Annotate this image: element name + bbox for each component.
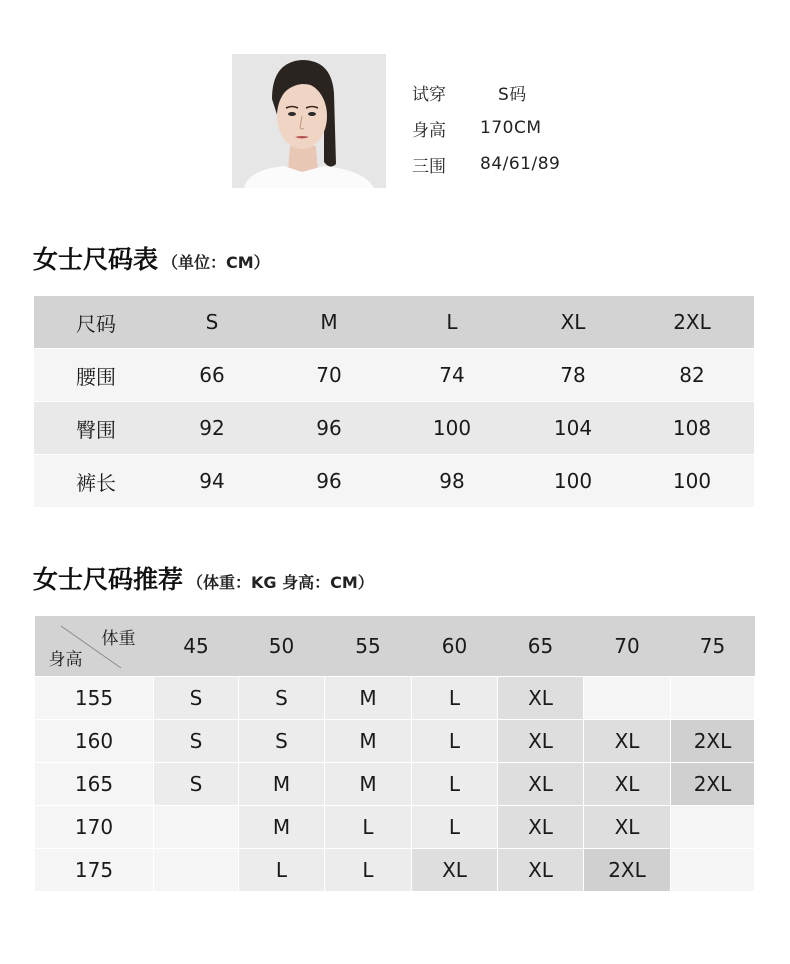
size-cell: S — [154, 720, 239, 763]
size-cell: S — [154, 763, 239, 806]
size-cell: M — [325, 763, 412, 806]
size-cell — [154, 806, 239, 849]
model-row-measurements — [412, 146, 560, 182]
table-cell: 70 — [270, 349, 388, 402]
info-value: 170CM — [480, 118, 542, 138]
size-cell: 2XL — [584, 849, 671, 892]
table-cell: 78 — [516, 349, 630, 402]
size-cell: XL — [584, 763, 671, 806]
size-cell — [671, 677, 755, 720]
table-cell: 100 — [388, 402, 516, 455]
recommend-title-text: 女士尺码推荐 — [33, 565, 184, 594]
model-row-size — [412, 74, 560, 110]
size-cell: XL — [498, 806, 584, 849]
size-cell: 2XL — [671, 720, 755, 763]
size-cell: XL — [584, 720, 671, 763]
info-label: 身高 — [412, 120, 446, 141]
table-cell: 96 — [270, 402, 388, 455]
header-cell: M — [270, 296, 388, 349]
recommend-table — [34, 616, 755, 892]
table-cell: 66 — [154, 349, 270, 402]
weight-header: 70 — [584, 616, 671, 677]
weight-header: 45 — [154, 616, 239, 677]
table-row — [35, 677, 755, 720]
weight-header: 55 — [325, 616, 412, 677]
row-label: 臀围 — [34, 402, 154, 455]
table-row — [34, 455, 754, 508]
size-cell: S — [154, 677, 239, 720]
info-value: S码 — [498, 84, 527, 105]
table-row — [35, 763, 755, 806]
corner-cell — [35, 616, 154, 677]
table-cell: 104 — [516, 402, 630, 455]
header-cell: XL — [516, 296, 630, 349]
size-cell: M — [239, 806, 325, 849]
table-cell: 94 — [154, 455, 270, 508]
model-info — [412, 74, 560, 182]
row-label: 裤长 — [34, 455, 154, 508]
size-cell: L — [412, 677, 498, 720]
height-cell: 175 — [35, 849, 154, 892]
model-row-height — [412, 110, 560, 146]
table-cell: 98 — [388, 455, 516, 508]
weight-label: 体重 — [101, 629, 136, 649]
model-photo — [232, 54, 386, 188]
table-cell: 82 — [630, 349, 754, 402]
row-label: 腰围 — [34, 349, 154, 402]
table-row — [35, 720, 755, 763]
size-cell: L — [412, 720, 498, 763]
size-chart-table — [34, 296, 754, 507]
size-cell: L — [325, 849, 412, 892]
size-cell: XL — [412, 849, 498, 892]
table-cell: 96 — [270, 455, 388, 508]
table-row — [35, 849, 755, 892]
info-label: 试穿 — [412, 84, 446, 105]
size-cell — [584, 677, 671, 720]
size-cell: S — [239, 677, 325, 720]
table-cell: 100 — [516, 455, 630, 508]
size-chart-header-row — [34, 296, 754, 349]
model-portrait — [232, 54, 386, 188]
table-cell: 92 — [154, 402, 270, 455]
recommend-title — [33, 560, 374, 596]
height-cell: 165 — [35, 763, 154, 806]
size-cell: 2XL — [671, 763, 755, 806]
size-chart-title — [33, 240, 270, 276]
info-value: 84/61/89 — [480, 154, 561, 174]
size-cell: XL — [498, 720, 584, 763]
table-cell: 100 — [630, 455, 754, 508]
height-label: 身高 — [48, 650, 83, 670]
size-cell: M — [239, 763, 325, 806]
height-cell: 160 — [35, 720, 154, 763]
weight-header: 65 — [498, 616, 584, 677]
table-cell: 74 — [388, 349, 516, 402]
size-cell — [154, 849, 239, 892]
info-label: 三围 — [412, 156, 446, 177]
header-cell: L — [388, 296, 516, 349]
table-row — [34, 402, 754, 455]
size-cell: S — [239, 720, 325, 763]
header-cell: 尺码 — [34, 296, 154, 349]
size-chart-title-text: 女士尺码表 — [33, 245, 159, 274]
table-cell: 108 — [630, 402, 754, 455]
recommend-header-row — [35, 616, 755, 677]
size-cell: M — [325, 677, 412, 720]
size-cell: XL — [584, 806, 671, 849]
size-cell: M — [325, 720, 412, 763]
size-cell — [671, 849, 755, 892]
table-row — [34, 349, 754, 402]
header-cell: 2XL — [630, 296, 754, 349]
height-cell: 170 — [35, 806, 154, 849]
weight-header: 50 — [239, 616, 325, 677]
table-row — [35, 806, 755, 849]
size-cell: L — [325, 806, 412, 849]
size-cell: L — [239, 849, 325, 892]
weight-header: 75 — [671, 616, 755, 677]
size-cell: L — [412, 806, 498, 849]
size-cell: XL — [498, 763, 584, 806]
size-cell — [671, 806, 755, 849]
size-cell: XL — [498, 849, 584, 892]
height-cell: 155 — [35, 677, 154, 720]
size-cell: XL — [498, 677, 584, 720]
weight-header: 60 — [412, 616, 498, 677]
size-cell: L — [412, 763, 498, 806]
size-chart-unit: （单位：CM） — [162, 253, 270, 272]
recommend-unit: （体重：KG 身高：CM） — [187, 573, 374, 592]
header-cell: S — [154, 296, 270, 349]
